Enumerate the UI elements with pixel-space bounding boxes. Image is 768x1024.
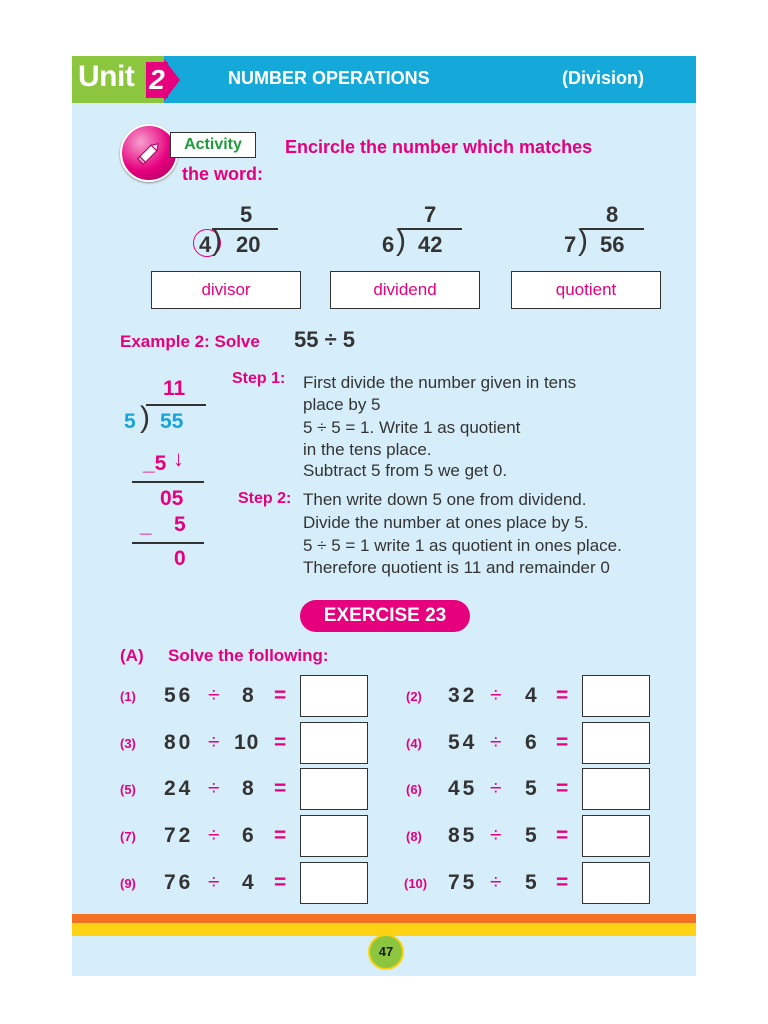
problem-divisor: 5 [525, 824, 540, 847]
divide-icon: ÷ [208, 824, 220, 847]
step-1-label: Step 1: [232, 370, 286, 387]
equals-sign: = [556, 731, 569, 754]
activity-instruction-cont: the word: [182, 164, 263, 184]
division-bracket: ) [212, 224, 222, 257]
problem-divisor: 10 [234, 731, 260, 754]
work-subtract-2: 5 [174, 513, 186, 536]
word-box-dividend: dividend [330, 271, 480, 309]
divide-icon: ÷ [490, 824, 502, 847]
problem-divisor: 5 [525, 777, 540, 800]
work-subtract-1: _5 [143, 452, 167, 475]
arrow-down-icon: ↓ [173, 446, 184, 471]
work-divisor: 5 [124, 410, 136, 433]
work-quotient: 11 [163, 377, 186, 400]
section-label: (A) [120, 646, 144, 665]
activity-instruction: Encircle the number which matches [285, 137, 593, 157]
step-1-line: 5 ÷ 5 = 1. Write 1 as quotient [303, 418, 521, 437]
dividend-value: 42 [418, 232, 443, 257]
subtraction-line [132, 542, 204, 544]
division-bar [398, 228, 462, 230]
problem-dividend: 54 [448, 731, 478, 754]
division-bracket: ) [578, 224, 588, 257]
divide-icon: ÷ [208, 871, 220, 894]
divide-icon: ÷ [490, 684, 502, 707]
equals-sign: = [274, 871, 287, 894]
divide-icon: ÷ [208, 731, 220, 754]
equals-sign: = [556, 824, 569, 847]
page-subtitle: (Division) [562, 68, 645, 88]
answer-box[interactable] [300, 862, 368, 904]
divide-icon: ÷ [208, 684, 220, 707]
problem-dividend: 72 [164, 824, 194, 847]
exercise-title: EXERCISE 23 [300, 600, 470, 632]
step-2-line: Therefore quotient is 11 and remainder 0 [303, 558, 610, 577]
step-1-line: Subtract 5 from 5 we get 0. [303, 461, 508, 480]
divisor-value: 7 [564, 232, 577, 257]
subtraction-line [132, 481, 204, 483]
work-dividend: 55 [160, 410, 184, 433]
equals-sign: = [556, 871, 569, 894]
problem-divisor: 6 [242, 824, 257, 847]
divide-icon: ÷ [490, 731, 502, 754]
step-1-line: place by 5 [303, 395, 381, 414]
dividend-value: 56 [600, 232, 625, 257]
page-number: 47 [368, 934, 404, 970]
step-1-line: in the tens place. [303, 440, 432, 459]
problem-divisor: 6 [525, 731, 540, 754]
work-remainder-2: 0 [174, 547, 186, 570]
problem-dividend: 80 [164, 731, 194, 754]
equals-sign: = [274, 824, 287, 847]
problem-dividend: 75 [448, 871, 478, 894]
problem-divisor: 5 [525, 871, 540, 894]
divide-icon: ÷ [208, 777, 220, 800]
problem-dividend: 85 [448, 824, 478, 847]
quotient-value: 7 [424, 202, 437, 227]
work-remainder-1: 05 [160, 487, 184, 510]
step-2-line: 5 ÷ 5 = 1 write 1 as quotient in ones place. [303, 536, 622, 555]
answer-box[interactable] [300, 815, 368, 857]
problem-divisor: 8 [242, 684, 257, 707]
example-label: Example 2: Solve [120, 332, 260, 351]
answer-box[interactable] [300, 768, 368, 810]
answer-box[interactable] [582, 815, 650, 857]
problem-number: (6) [406, 782, 422, 797]
problem-number: (5) [120, 782, 136, 797]
problem-number: (3) [120, 736, 136, 751]
problem-number: (8) [406, 829, 422, 844]
answer-box[interactable] [582, 675, 650, 717]
division-bar [580, 228, 644, 230]
quotient-value: 5 [240, 202, 253, 227]
quotient-value: 8 [606, 202, 619, 227]
divide-icon: ÷ [490, 777, 502, 800]
example-expression: 55 ÷ 5 [294, 327, 356, 352]
divide-icon: ÷ [490, 871, 502, 894]
problem-number: (7) [120, 829, 136, 844]
problem-dividend: 32 [448, 684, 478, 707]
section-instruction: Solve the following: [168, 646, 329, 665]
problem-dividend: 76 [164, 871, 194, 894]
problem-dividend: 45 [448, 777, 478, 800]
unit-label: Unit [78, 60, 135, 93]
word-box-quotient: quotient [511, 271, 661, 309]
problem-number: (10) [404, 876, 428, 891]
problem-divisor: 4 [525, 684, 540, 707]
page-title: NUMBER OPERATIONS [228, 68, 430, 88]
problem-number: (1) [120, 689, 136, 704]
work-subtract-op: _ [140, 514, 152, 537]
division-bracket: ) [396, 224, 406, 257]
equals-sign: = [274, 777, 287, 800]
equals-sign: = [274, 731, 287, 754]
step-2-line: Divide the number at ones place by 5. [303, 513, 589, 532]
problem-divisor: 8 [242, 777, 257, 800]
problem-divisor: 4 [242, 871, 257, 894]
step-1-line: First divide the number given in tens [303, 373, 577, 392]
step-2-label: Step 2: [238, 490, 292, 507]
unit-number: 2 [146, 62, 168, 98]
equals-sign: = [556, 777, 569, 800]
dividend-value: 20 [236, 232, 261, 257]
problem-number: (2) [406, 689, 422, 704]
footer-stripe-orange [72, 914, 696, 923]
problem-dividend: 24 [164, 777, 194, 800]
division-bracket: ) [140, 401, 150, 434]
answer-box[interactable] [300, 675, 368, 717]
word-box-divisor: divisor [151, 271, 301, 309]
problem-dividend: 56 [164, 684, 194, 707]
problem-number: (9) [120, 876, 136, 891]
divisor-value: 4 [199, 232, 212, 257]
divisor-value: 6 [382, 232, 395, 257]
step-2-line: Then write down 5 one from dividend. [303, 490, 587, 509]
answer-box[interactable] [582, 768, 650, 810]
answer-box[interactable] [300, 722, 368, 764]
activity-badge: Activity [170, 132, 256, 158]
answer-box[interactable] [582, 722, 650, 764]
answer-box[interactable] [582, 862, 650, 904]
equals-sign: = [274, 684, 287, 707]
problem-number: (4) [406, 736, 422, 751]
division-bar [146, 404, 206, 406]
equals-sign: = [556, 684, 569, 707]
